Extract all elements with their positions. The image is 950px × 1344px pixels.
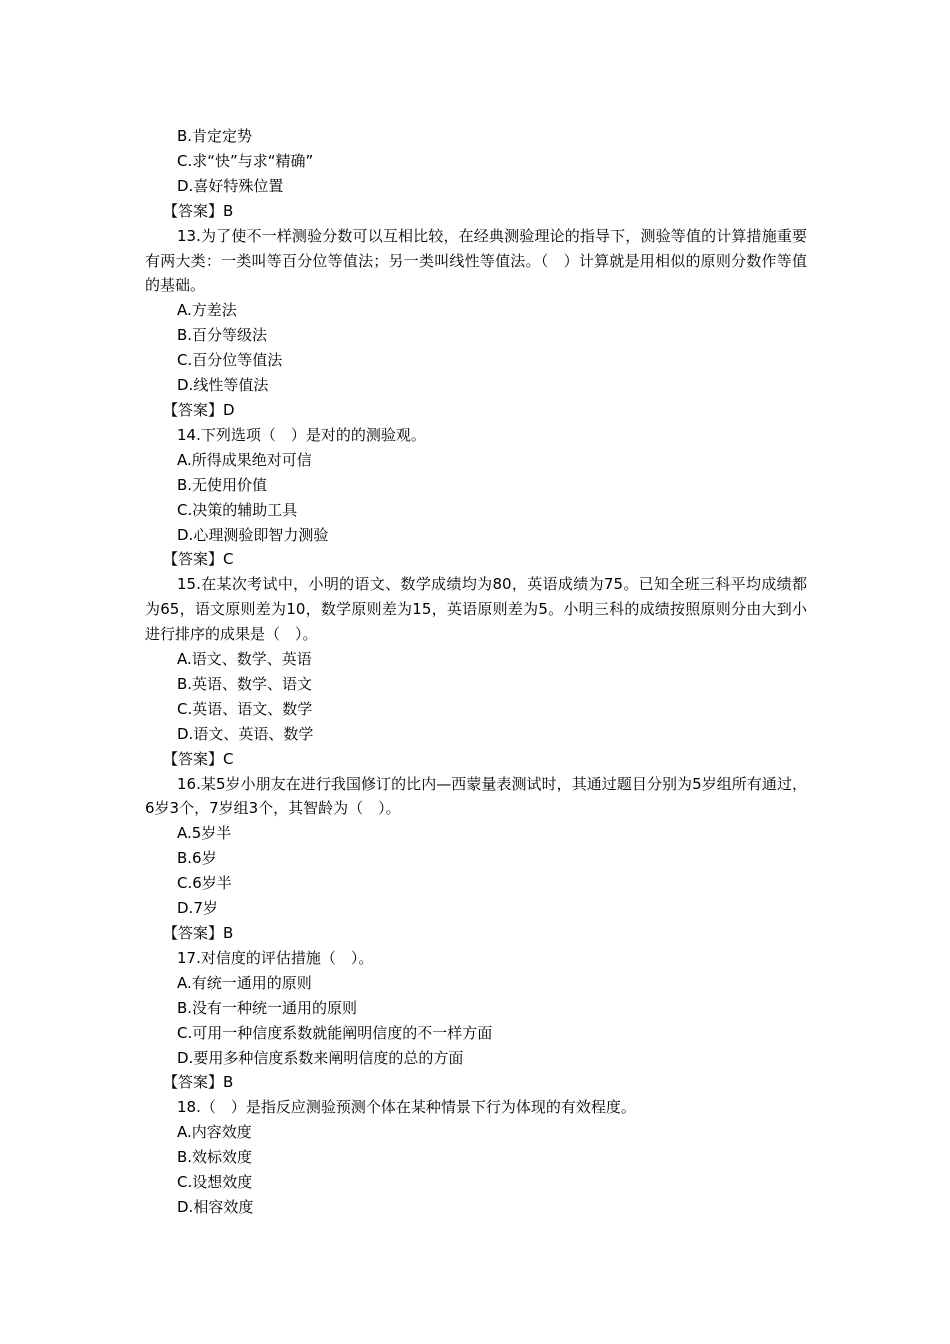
text-line: D.要用多种信度系数来阐明信度的总的方面 xyxy=(177,1048,464,1067)
text-line: C.英语、语文、数学 xyxy=(177,699,313,718)
text-line: D.7岁 xyxy=(177,899,218,918)
text-line: B.肯定定势 xyxy=(177,127,253,145)
text-line: D.喜好特殊位置 xyxy=(177,176,284,195)
question-text: 15.在某次考试中，小明的语文、数学成绩均为80，英语成绩为75。已知全班三科平均成绩都为65，语文原则差为10，数学原则差为15，英语原则差为5。小明三科的成绩按照原则分由大到小进行排序的成果是（ ）。 xyxy=(145,575,807,644)
text-line: C.求“快”与求“精确” xyxy=(177,151,314,170)
text-line: A.语文、数学、英语 xyxy=(177,650,312,669)
text-line: B.英语、数学、语文 xyxy=(177,674,313,693)
text-line: 18.（ ）是指反应测验预测个体在某种情景下行为体现的有效程度。 xyxy=(177,1098,636,1117)
answer-line: 【答案】C xyxy=(163,550,234,569)
text-line: A.所得成果绝对可信 xyxy=(177,450,312,469)
text-line: A.方差法 xyxy=(177,301,237,320)
text-line: A.有统一通用的原则 xyxy=(177,973,312,992)
answer-line: 【答案】B xyxy=(163,924,234,942)
answer-line: 【答案】C xyxy=(163,749,234,768)
text-line: C.可用一种信度系数就能阐明信度的不一样方面 xyxy=(177,1023,493,1042)
text-line: D.语文、英语、数学 xyxy=(177,724,314,743)
question-text: 16.某5岁小朋友在进行我国修订的比内—西蒙量表测试时，其通过题目分别为5岁组所有通过，6岁3个，7岁组3个，其智龄为（ ）。 xyxy=(145,774,807,818)
text-line: D.相容效度 xyxy=(177,1197,254,1216)
answer-line: 【答案】B xyxy=(163,201,234,220)
question-text: 13.为了使不一样测验分数可以互相比较，在经典测验理论的指导下，测验等值的计算措施重要有两大类：一类叫等百分位等值法；另一类叫线性等值法。（ ）计算就是用相似的原则分数作等值的基础。 xyxy=(145,226,807,295)
text-line: B.百分等级法 xyxy=(177,326,268,345)
text-line: C.决策的辅助工具 xyxy=(177,500,298,519)
text-line: B.效标效度 xyxy=(177,1148,253,1167)
text-line: C.设想效度 xyxy=(177,1173,253,1192)
text-line: B.没有一种统一通用的原则 xyxy=(177,998,358,1017)
text-line: B.无使用价值 xyxy=(177,475,268,494)
text-line: A.5岁半 xyxy=(177,824,232,843)
text-line: 17.对信度的评估措施（ ）。 xyxy=(177,948,374,967)
document-page xyxy=(145,124,807,1220)
answer-line: 【答案】B xyxy=(163,1073,234,1092)
text-line: 14.下列选项（ ）是对的的测验观。 xyxy=(177,425,426,444)
text-line: C.百分位等值法 xyxy=(177,351,283,370)
text-line: A.内容效度 xyxy=(177,1123,252,1142)
answer-line: 【答案】D xyxy=(163,400,235,419)
text-line: D.线性等值法 xyxy=(177,376,269,395)
text-line: D.心理测验即智力测验 xyxy=(177,525,329,544)
text-line: C.6岁半 xyxy=(177,874,232,893)
text-line: B.6岁 xyxy=(177,849,217,868)
